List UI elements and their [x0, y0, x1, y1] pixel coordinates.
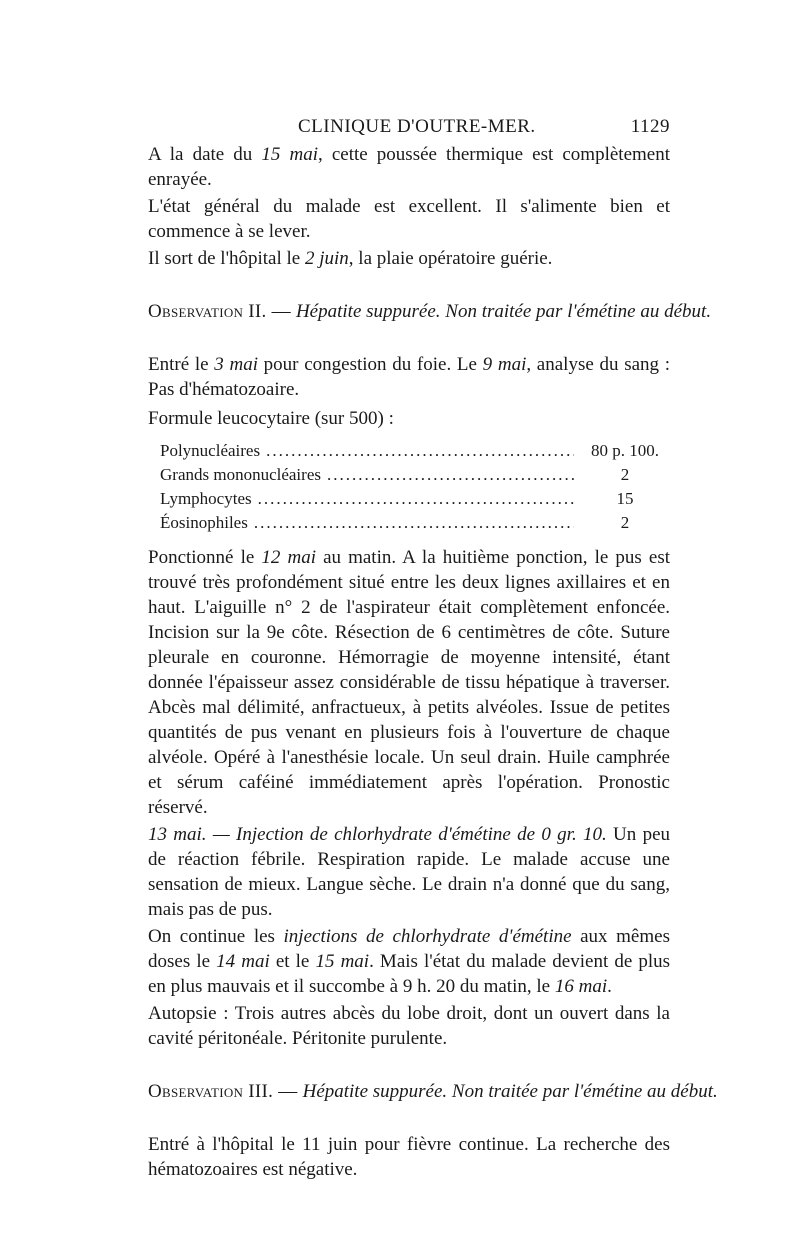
text-run: et le — [269, 951, 316, 972]
formula-row — [160, 439, 670, 463]
formula-intro: Formule leucocytaire (sur 500) : — [148, 408, 394, 429]
dot-leader — [266, 439, 574, 463]
observation-label: Observation III. — — [148, 1081, 303, 1102]
observation-label: Observation II. — — [148, 301, 296, 322]
dot-leader — [254, 511, 574, 535]
text-run: , la plaie opératoire guérie. — [348, 248, 553, 269]
text-run: Ponctionné le — [148, 547, 262, 568]
text-run: aux mêmes doses le — [148, 926, 670, 972]
obs2-paragraph-5: Autopsie : Trois autres abcès du lobe droit, dont un ouvert dans la cavité péritonéale. Péritonite purulente. — [148, 1003, 670, 1049]
formula-label: Polynucléaires — [160, 441, 261, 460]
obs2-paragraph-4 — [148, 924, 670, 999]
intro-paragraph-2: L'état général du malade est excellent. Il s'alimente bien et commence à se lever. — [148, 196, 670, 242]
date-italic: 2 juin — [304, 248, 349, 269]
intro-paragraph-1 — [148, 142, 670, 192]
text-run: . — [607, 976, 612, 997]
formula-row — [160, 463, 670, 487]
dot-leader — [258, 487, 574, 511]
formula-label: Éosinophiles — [160, 513, 248, 532]
running-title: CLINIQUE D'OUTRE-MER. — [298, 116, 536, 137]
text-run: , cette poussée thermique est complètement enrayée. — [148, 144, 670, 190]
formula-value: 80 p. 100. — [591, 441, 659, 460]
italic-run: injections de chlorhydrate d'émétine — [283, 926, 572, 947]
text-run: A la date du — [148, 144, 262, 165]
date-italic: 16 mai — [554, 976, 608, 997]
obs3-paragraph-1: Entré à l'hôpital le 11 juin pour fièvre continue. La recherche des hématozoaires est négative. — [148, 1134, 670, 1180]
leukocyte-formula-table — [160, 439, 670, 535]
date-italic: 13 mai. — [148, 824, 207, 845]
dot-leader — [327, 463, 574, 487]
page-number: 1129 — [630, 116, 670, 137]
formula-value: 2 — [620, 465, 630, 484]
text-run: pour congestion du foie. Le — [257, 354, 483, 375]
formula-label: Lymphocytes — [160, 489, 252, 508]
text-run: au matin. A la huitième ponction, le pus est trouvé très profondément situé entre les deux lignes axillaires et en haut. L'aiguille n° 2 de l'aspirateur était complètement enfoncée. Incision sur la 9e côte. Résection de 6 centimètres de côte. Suture pleurale en couronne. Hémorragie de moyenne intensité, étant donnée l'épaisseur assez considérable de tissu hépatique à traverser. Abcès mal délimité, anfractueux, à petits alvéoles. Issue de petites quantités de pus venant en plusieurs fois à l'ouverture de chaque alvéole. Opéré à l'anesthésie locale. Un seul drain. Huile camphrée et sérum caféiné immédiatement après l'opération. Pronostic réservé. — [148, 547, 671, 818]
text-run: On continue les — [148, 926, 284, 947]
date-italic: 12 mai — [261, 547, 316, 568]
italic-run: — Injection de chlorhydrate d'émétine de 0 gr. 10. — [206, 824, 607, 845]
date-italic: 9 mai — [482, 354, 527, 375]
formula-row — [160, 511, 670, 535]
formula-value: 15 — [616, 489, 634, 508]
text-run: Entré le — [148, 354, 215, 375]
text-run: Un peu de réaction fébrile. Respiration rapide. Le malade accuse une sensation de mieux. Langue sèche. Le drain n'a donné que du sang, mais pas de pus. — [148, 824, 670, 920]
observation-title: Hépatite suppurée. Non traitée par l'émétine au début. — [302, 1081, 718, 1102]
date-italic: 3 mai — [214, 354, 258, 375]
formula-value: 2 — [620, 513, 630, 532]
text-run: , analyse du sang : Pas d'hématozoaire. — [148, 354, 670, 400]
text-run: . Mais l'état du malade devient de plus en plus mauvais et il succombe à 9 h. 20 du matin, le — [148, 951, 671, 997]
obs2-paragraph-3 — [148, 822, 670, 922]
text-run: Il sort de l'hôpital le — [148, 248, 305, 269]
date-italic: 14 mai — [216, 951, 270, 972]
formula-label: Grands mononucléaires — [160, 465, 321, 484]
observation-3-heading — [148, 1079, 718, 1104]
intro-paragraph-3 — [148, 246, 670, 271]
date-italic: 15 mai — [315, 951, 370, 972]
observation-2-heading — [148, 299, 712, 324]
observation-title: Hépatite suppurée. Non traitée par l'émétine au début. — [295, 301, 712, 322]
obs2-paragraph-1 — [148, 352, 670, 402]
obs2-paragraph-2 — [148, 545, 670, 820]
book-page — [148, 112, 718, 1182]
running-head — [148, 112, 670, 142]
formula-row — [160, 487, 670, 511]
date-italic: 15 mai — [261, 144, 318, 165]
